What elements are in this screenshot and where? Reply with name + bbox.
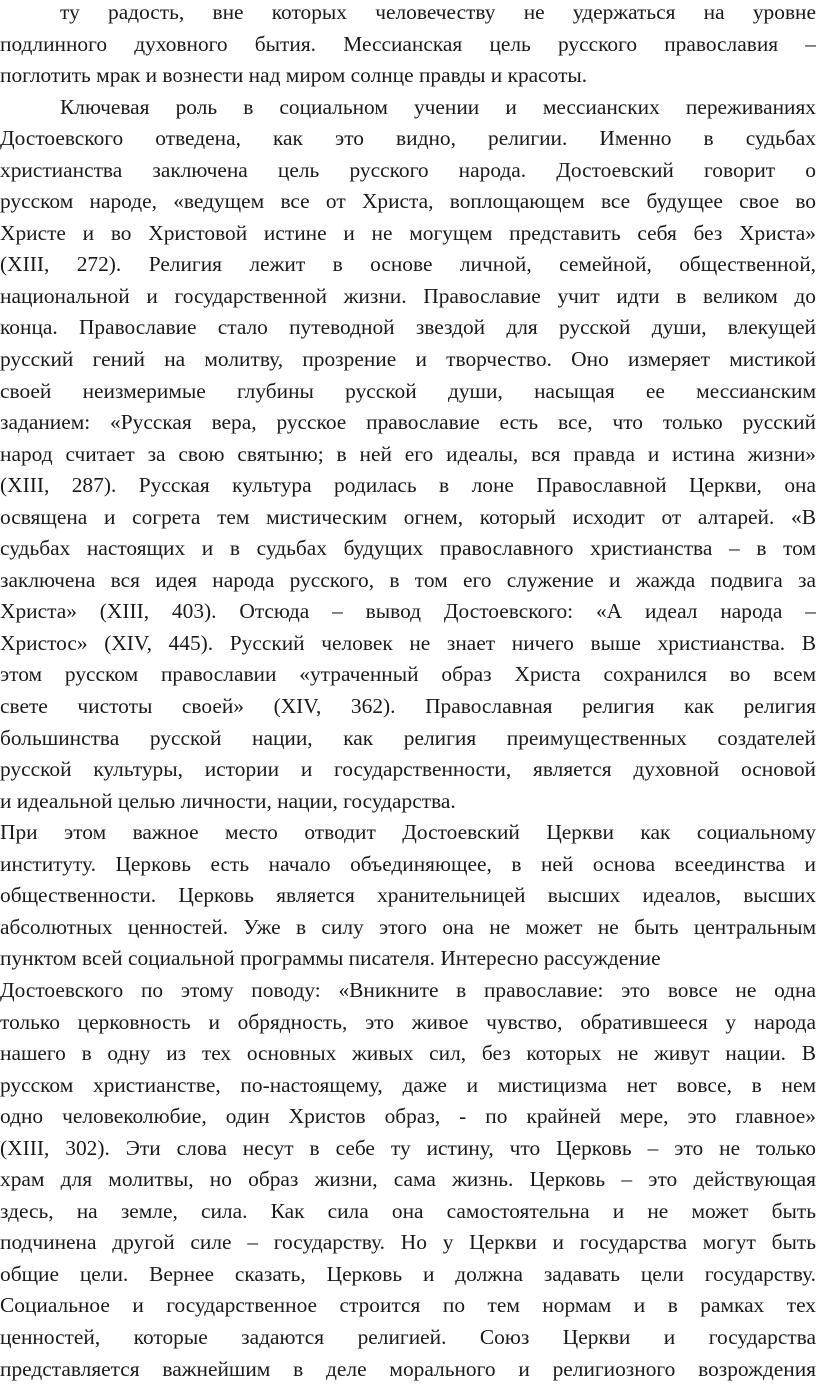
text-line: своей неизмеримые глубины русской души, насыщая ее мессианским: [0, 378, 816, 403]
text-line: народ считает за свою святыню; в ней его идеалы, вся правда и истина жизни»: [0, 441, 816, 466]
text-line: здесь, на земле, сила. Как сила она самостоятельна и не может быть: [0, 1198, 816, 1223]
text-line: (XIII, 302). Эти слова несут в себе ту истину, что Церковь – это не только: [0, 1135, 816, 1160]
text-line: освящена и согрета тем мистическим огнем, который исходит от алтарей. «В: [0, 504, 816, 529]
text-line: абсолютных ценностей. Уже в силу этого она не может не быть центральным: [0, 914, 816, 939]
text-line: свете чистоты своей» (XIV, 362). Православная религия как религия: [0, 694, 816, 719]
text-line: Христа» (XIII, 403). Отсюда – вывод Достоевского: «А идеал народа –: [0, 599, 816, 624]
text-line: При этом важное место отводит Достоевский Церкви как социальному: [0, 820, 816, 845]
text-line: поглотить мрак и вознести над миром солнце правды и красоты.: [0, 63, 588, 88]
text-line: пунктом всей социальной программы писателя. Интересно рассуждение: [0, 946, 661, 971]
text-line: только церковность и обрядность, это живое чувство, обратившееся у народа: [0, 1009, 816, 1034]
text-line: русской культуры, истории и государственности, является духовной основой: [0, 757, 816, 782]
text-line: и идеальной целью личности, нации, государства.: [0, 788, 456, 813]
text-line: храм для молитвы, но образ жизни, сама жизнь. Церковь – это действующая: [0, 1167, 816, 1192]
text-line: русский гений на молитву, прозрение и творчество. Оно измеряет мистикой: [0, 347, 816, 372]
text-line: (XIII, 272). Религия лежит в основе личной, семейной, общественной,: [0, 252, 816, 277]
text-line: подчинена другой силе – государству. Но у Церкви и государства могут быть: [0, 1230, 816, 1255]
text-line: заданием: «Русская вера, русское православие есть все, что только русский: [0, 410, 816, 435]
text-line: представляется важнейшим в деле морального и религиозного возрождения: [0, 1356, 816, 1381]
text-line: заключена вся идея народа русского, в том его служение и жажда подвига за: [0, 567, 816, 592]
text-line: Социальное и государственное строится по тем нормам и в рамках тех: [0, 1293, 816, 1318]
text-line: христианства заключена цель русского народа. Достоевский говорит о: [0, 157, 816, 182]
text-line: конца. Православие стало путеводной звездой для русской души, влекущей: [0, 315, 816, 340]
text-line: Достоевского отведена, как это видно, религии. Именно в судьбах: [0, 126, 816, 151]
text-line: Достоевского по этому поводу: «Вникните в православие: это вовсе не одна: [0, 977, 816, 1002]
text-line: этом русском православии «утраченный образ Христа сохранился во всем: [0, 662, 816, 687]
text-line: судьбах настоящих и в судьбах будущих православного христианства – в том: [0, 536, 816, 561]
text-line: институту. Церковь есть начало объединяющее, в ней основа всеединства и: [0, 851, 816, 876]
text-line: нашего в одну из тех основных живых сил, без которых не живут нации. В: [0, 1041, 816, 1066]
text-line: большинства русской нации, как религия преимущественных создателей: [0, 725, 816, 750]
text-line: одно человеколюбие, один Христов образ, - по крайней мере, это главное»: [0, 1104, 816, 1129]
text-line: Христос» (XIV, 445). Русский человек не знает ничего выше христианства. В: [0, 630, 816, 655]
text-line: ценностей, которые задаются религией. Союз Церкви и государства: [0, 1324, 816, 1349]
text-line: русском христианстве, по-настоящему, даже и мистицизма нет вовсе, в нем: [0, 1072, 816, 1097]
text-line: (XIII, 287). Русская культура родилась в лоне Православной Церкви, она: [0, 473, 816, 498]
text-line: Ключевая роль в социальном учении и мессианских переживаниях: [60, 94, 816, 119]
text-line: подлинного духовного бытия. Мессианская цель русского православия –: [0, 31, 816, 56]
paragraph-religion-role: [0, 92, 816, 818]
paragraph-church-institution: [0, 817, 816, 1385]
text-line: Христе и во Христовой истине и не могущем представить себя без Христа»: [0, 220, 816, 245]
text-line: русском народе, «ведущем все от Христа, воплощающем все будущее свое во: [0, 189, 816, 214]
text-line: национальной и государственной жизни. Православие учит идти в великом до: [0, 283, 816, 308]
text-line: ту радость, вне которых человечеству не удержаться на уровне: [60, 0, 816, 24]
text-line: общие цели. Вернее сказать, Церковь и должна задавать цели государству.: [0, 1261, 816, 1286]
text-line: общественности. Церковь является хранительницей высших идеалов, высших: [0, 883, 816, 908]
paragraph-intro: [0, 0, 816, 92]
